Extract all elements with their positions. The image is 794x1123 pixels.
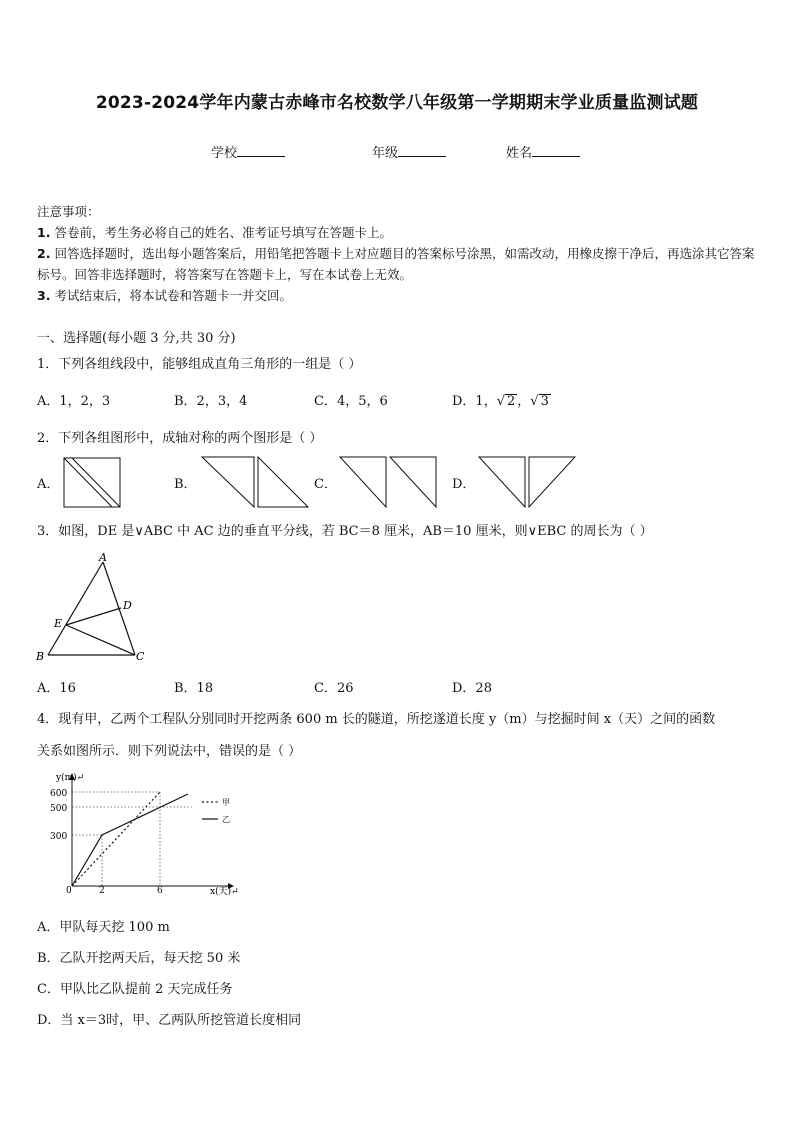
- grade-field: [372, 142, 446, 161]
- grade-blank[interactable]: [398, 144, 446, 157]
- y-axis-label: y(m)↵: [56, 773, 85, 783]
- q3-option-d[interactable]: D．28: [452, 681, 492, 696]
- q1-stem: 1．下列各组线段中，能够组成直角三角形的一组是（ ）: [37, 357, 362, 372]
- q3-option-a[interactable]: A．16: [37, 681, 76, 696]
- q1-option-d[interactable]: D．1，√ 2 ，√ 3: [452, 394, 549, 409]
- vertex-a-label: A: [99, 551, 107, 564]
- y-tick-300: 300: [50, 832, 68, 842]
- vertex-b-label: B: [36, 650, 45, 663]
- x-tick-2: 2: [99, 886, 105, 896]
- notes-block: [37, 201, 761, 306]
- sqrt-sign: √: [496, 394, 505, 409]
- series-yi-line: [72, 794, 188, 886]
- q2-option-a[interactable]: A．: [37, 477, 60, 492]
- q4-option-a[interactable]: A．甲队每天挖 100 m: [37, 920, 170, 935]
- y-tick-600: 600: [50, 789, 68, 799]
- name-blank[interactable]: [532, 144, 580, 157]
- grade-label: 年级: [372, 146, 399, 161]
- q4-stem-line1: 4．现有甲，乙两个工程队分别同时开挖两条 600 m 长的隧道，所挖遂道长度 y（m）与挖掘时间 x（天）之间的函数: [37, 712, 716, 727]
- point-d-label: D: [123, 599, 132, 612]
- school-field: [211, 142, 285, 161]
- q2-option-c[interactable]: C．: [314, 477, 337, 492]
- q3-triangle-figure: [35, 550, 155, 665]
- q3-option-c[interactable]: C．26: [314, 681, 354, 696]
- q2-option-b[interactable]: B．: [174, 477, 197, 492]
- q1-option-a[interactable]: A．1，2，3: [37, 394, 111, 409]
- q2-figure-d: [478, 456, 576, 508]
- sqrt-3: 3: [540, 394, 549, 409]
- note-item-2: 2. 回答选择题时，选出每小题答案后，用铅笔把答题卡上对应题目的答案标号涂黑，如需改动，用橡皮擦干净后，再选涂其它答案标号。回答非选择题时，将答案写在答题卡上，写在本试卷上无效。: [37, 246, 755, 282]
- note-item-3: 3. 考试结束后，将本试卷和答题卡一并交回。: [37, 288, 292, 303]
- q2-stem: 2．下列各组图形中，成轴对称的两个图形是（ ）: [37, 431, 323, 446]
- q4-option-b[interactable]: B．乙队开挖两天后，每天挖 50 米: [37, 951, 241, 966]
- school-label: 学校: [211, 146, 238, 161]
- legend-yi-label: 乙: [222, 815, 230, 824]
- origin-label: 0: [66, 886, 72, 896]
- q2-figure-b: [200, 456, 310, 508]
- q3-stem: 3．如图，DE 是∨ABC 中 AC 边的垂直平分线，若 BC＝8 厘米，AB＝10 厘米，则∨EBC 的周长为（ ）: [37, 524, 653, 539]
- legend-jia-label: 甲: [222, 798, 230, 807]
- note-item-1: 1. 答卷前，考生务必将自己的姓名、准考证号填写在答题卡上。: [37, 225, 392, 240]
- notes-heading: 注意事项：: [37, 204, 100, 219]
- sqrt-2: 2: [507, 394, 516, 409]
- q3-option-b[interactable]: B．18: [174, 681, 214, 696]
- q2-figure-c: [339, 456, 437, 508]
- q4-graph: [40, 768, 245, 900]
- q4-option-d[interactable]: D．当 x＝3时，甲、乙两队所挖管道长度相同: [37, 1013, 302, 1028]
- q2-figure-a: [63, 457, 121, 508]
- x-tick-6: 6: [157, 886, 163, 896]
- vertex-c-label: C: [136, 650, 145, 663]
- point-e-label: E: [54, 617, 63, 630]
- series-jia-line: [72, 792, 160, 886]
- sqrt-sign: √: [530, 394, 539, 409]
- x-axis-label: x(天)↵: [210, 887, 239, 897]
- page-title: 2023-2024学年内蒙古赤峰市名校数学八年级第一学期期末学业质量监测试题: [95, 93, 699, 113]
- q4-stem-line2: 关系如图所示．则下列说法中，错误的是（ ）: [37, 744, 302, 759]
- q1-option-c[interactable]: C．4，5，6: [314, 394, 388, 409]
- section-heading: 一、选择题(每小题 3 分,共 30 分): [37, 331, 236, 346]
- name-field: [506, 142, 580, 161]
- name-label: 姓名: [506, 146, 533, 161]
- q1-option-b[interactable]: B．2，3，4: [174, 394, 248, 409]
- q4-option-c[interactable]: C．甲队比乙队提前 2 天完成任务: [37, 982, 233, 997]
- q2-option-d[interactable]: D．: [452, 477, 476, 492]
- school-blank[interactable]: [237, 144, 285, 157]
- y-tick-500: 500: [50, 804, 68, 814]
